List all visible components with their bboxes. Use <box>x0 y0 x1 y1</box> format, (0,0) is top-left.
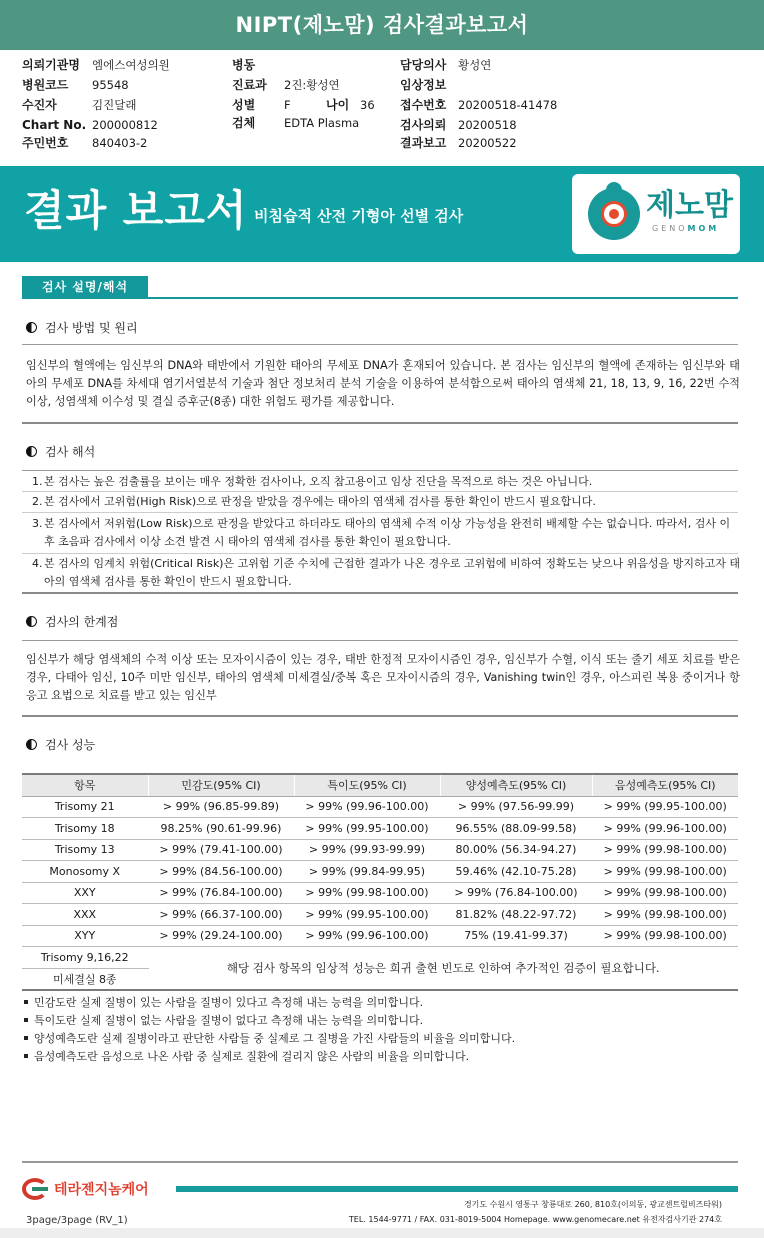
divider <box>22 422 738 424</box>
info-ward: 병동 <box>232 58 256 72</box>
column-header: 양성예측도(95% CI) <box>440 774 592 796</box>
column-header: 항목 <box>22 774 148 796</box>
limits-text: 임신부가 해당 염색체의 수적 이상 또는 모자이시즘이 있는 경우, 태반 한정적 모자이시즘인 경우, 임신부가 수혈, 이식 또는 줄기 세포 치료를 받은 경우, 다태아 임신, 10주 미만 임신부, 태아의 염색체 미세결실/중복 혹은 모자이시즘의 경우, Vanishing twin인 경우, 아스피린 복용 중이거나 항 응고 요법으로 치료를 받고 있는 임신부 <box>26 653 740 702</box>
definition-notes <box>24 994 515 1066</box>
info-sex: 성별 F <box>232 98 291 112</box>
list-item: 특이도란 실제 질병이 없는 사람을 질병이 없다고 측정해 내는 능력을 의미합니다. <box>24 1012 515 1030</box>
banner-subtitle: 비침습적 산전 기형아 선별 검사 <box>254 207 464 225</box>
info-institution: 의뢰기관명 엠에스여성의원 <box>22 58 170 72</box>
info-age: 나이 36 <box>326 98 375 112</box>
section-tab-description: 검사 설명/해석 <box>22 276 148 298</box>
logo-eng: GENOMOM <box>652 224 720 233</box>
info-department: 진료과 2진:황성연 <box>232 78 340 92</box>
info-specimen: 검체 EDTA Plasma <box>232 116 360 130</box>
table-row: XXY > 99% (76.84-100.00) > 99% (99.98-100.00) > 99% (76.84-100.00) > 99% (99.98-100.00) <box>22 882 738 904</box>
genomom-logo <box>572 174 740 254</box>
logo-name: 제노맘 <box>646 188 733 223</box>
list-item: 민감도란 실제 질병이 있는 사람을 질병이 있다고 측정해 내는 능력을 의미합니다. <box>24 994 515 1012</box>
divider <box>22 512 738 513</box>
list-item: 양성예측도란 실제 질병이라고 판단한 사람들 중 실제로 그 질병을 가진 사람들의 비율을 의미합니다. <box>24 1030 515 1048</box>
info-report-date: 결과보고 20200522 <box>400 136 517 150</box>
info-patient-name: 수진자 김진달래 <box>22 98 137 112</box>
divider <box>22 640 738 641</box>
interpretation-heading: 검사 해석 <box>26 444 95 460</box>
bullet-icon <box>24 1018 28 1022</box>
divider <box>22 491 738 492</box>
divider <box>22 344 738 345</box>
footer-divider <box>22 1161 738 1163</box>
page-bottom <box>0 1228 764 1238</box>
column-header: 특이도(95% CI) <box>294 774 440 796</box>
info-resident-no: 주민번호 840403-2 <box>22 136 148 150</box>
performance-note: 해당 검사 항목의 임상적 성능은 희귀 출현 빈도로 인하여 추가적인 검증이 필요합니다. <box>148 947 738 990</box>
bullet-icon <box>24 1054 28 1058</box>
table-row: Trisomy 13 > 99% (79.41-100.00) > 99% (99.93-99.99) 80.00% (56.34-94.27) > 99% (99.98-100.00) <box>22 839 738 861</box>
info-clinical: 임상정보 <box>400 78 447 92</box>
column-header: 민감도(95% CI) <box>148 774 294 796</box>
result-banner <box>0 166 764 262</box>
info-request-date: 검사의뢰 20200518 <box>400 118 517 132</box>
performance-heading: 검사 성능 <box>26 737 95 753</box>
half-circle-icon <box>26 322 37 333</box>
section-divider <box>22 297 738 299</box>
mother-baby-icon <box>588 188 640 240</box>
limits-heading: 검사의 한계점 <box>26 614 118 630</box>
bullet-icon <box>24 1036 28 1040</box>
half-circle-icon <box>26 446 37 457</box>
table-row: Monosomy X > 99% (84.56-100.00) > 99% (99.84-99.95) 59.46% (42.10-75.28) > 99% (99.98-100.00) <box>22 861 738 883</box>
table-row: Trisomy 18 98.25% (90.61-99.96) > 99% (99.95-100.00) 96.55% (88.09-99.58) > 99% (99.96-100.00) <box>22 818 738 840</box>
half-circle-icon <box>26 616 37 627</box>
divider <box>22 553 738 554</box>
table-row: Trisomy 9,16,22 해당 검사 항목의 임상적 성능은 희귀 출현 빈도로 인하여 추가적인 검증이 필요합니다. <box>22 947 738 969</box>
method-heading: 검사 방법 및 원리 <box>26 320 138 336</box>
table-row: XXX > 99% (66.37-100.00) > 99% (99.95-100.00) 81.82% (48.22-97.72) > 99% (99.98-100.00) <box>22 904 738 926</box>
table-row: 미세결실 8종 <box>22 968 738 990</box>
info-chart-no: Chart No. 200000812 <box>22 118 158 132</box>
table-row: Trisomy 21 > 99% (96.85-99.89) > 99% (99.96-100.00) > 99% (97.56-99.99) > 99% (99.95-100.00) <box>22 796 738 818</box>
half-circle-icon <box>26 739 37 750</box>
bullet-icon <box>24 1000 28 1004</box>
table-header-row <box>22 774 738 796</box>
company-name: 테라젠지놈케어 <box>54 1182 149 1198</box>
divider <box>22 592 738 594</box>
footer-bar <box>176 1186 738 1192</box>
divider <box>22 470 738 471</box>
company-address: 경기도 수원시 영통구 창룡대로 260, 810호(이의동, 광교센트럴비즈타워) <box>463 1200 722 1209</box>
banner-title: 결과 보고서 <box>24 186 248 235</box>
column-header: 음성예측도(95% CI) <box>592 774 738 796</box>
info-doctor: 담당의사 황성연 <box>400 58 492 72</box>
performance-table <box>22 773 738 991</box>
method-text: 임신부의 혈액에는 임신부의 DNA와 태반에서 기원한 태아의 무세포 DNA가 혼재되어 있습니다. 본 검사는 임신부의 혈액에 존재하는 임신부와 태아의 무세포 DNA를 차세대 염기서열분석 기술과 첨단 정보처리 분석 기술을 이용하여 분석함으로써 태아의 염색체 21, 18, 13, 9, 16, 22번 수적 이상, 성염색체 이수성 및 결실 증후군(8종) 대한 위험도 평가를 제공합니다. <box>26 359 740 408</box>
company-contact: TEL. 1544-9771 / FAX. 031-8019-5004 Homepage. www.genomecare.net 유전자검사기관 274호 <box>348 1215 722 1224</box>
divider <box>22 715 738 717</box>
page-number: 3page/3page (RV_1) <box>26 1215 128 1226</box>
info-hospital-code: 병원코드 95548 <box>22 78 129 92</box>
report-title: NIPT(제노맘) 검사결과보고서 <box>0 0 764 50</box>
info-receipt-no: 접수번호 20200518-41478 <box>400 98 558 112</box>
table-row: XYY > 99% (29.24-100.00) > 99% (99.96-100.00) 75% (19.41-99.37) > 99% (99.98-100.00) <box>22 925 738 947</box>
list-item: 음성예측도란 음성으로 나온 사람 중 실제로 질환에 걸리지 않은 사람의 비율을 의미합니다. <box>24 1048 515 1066</box>
